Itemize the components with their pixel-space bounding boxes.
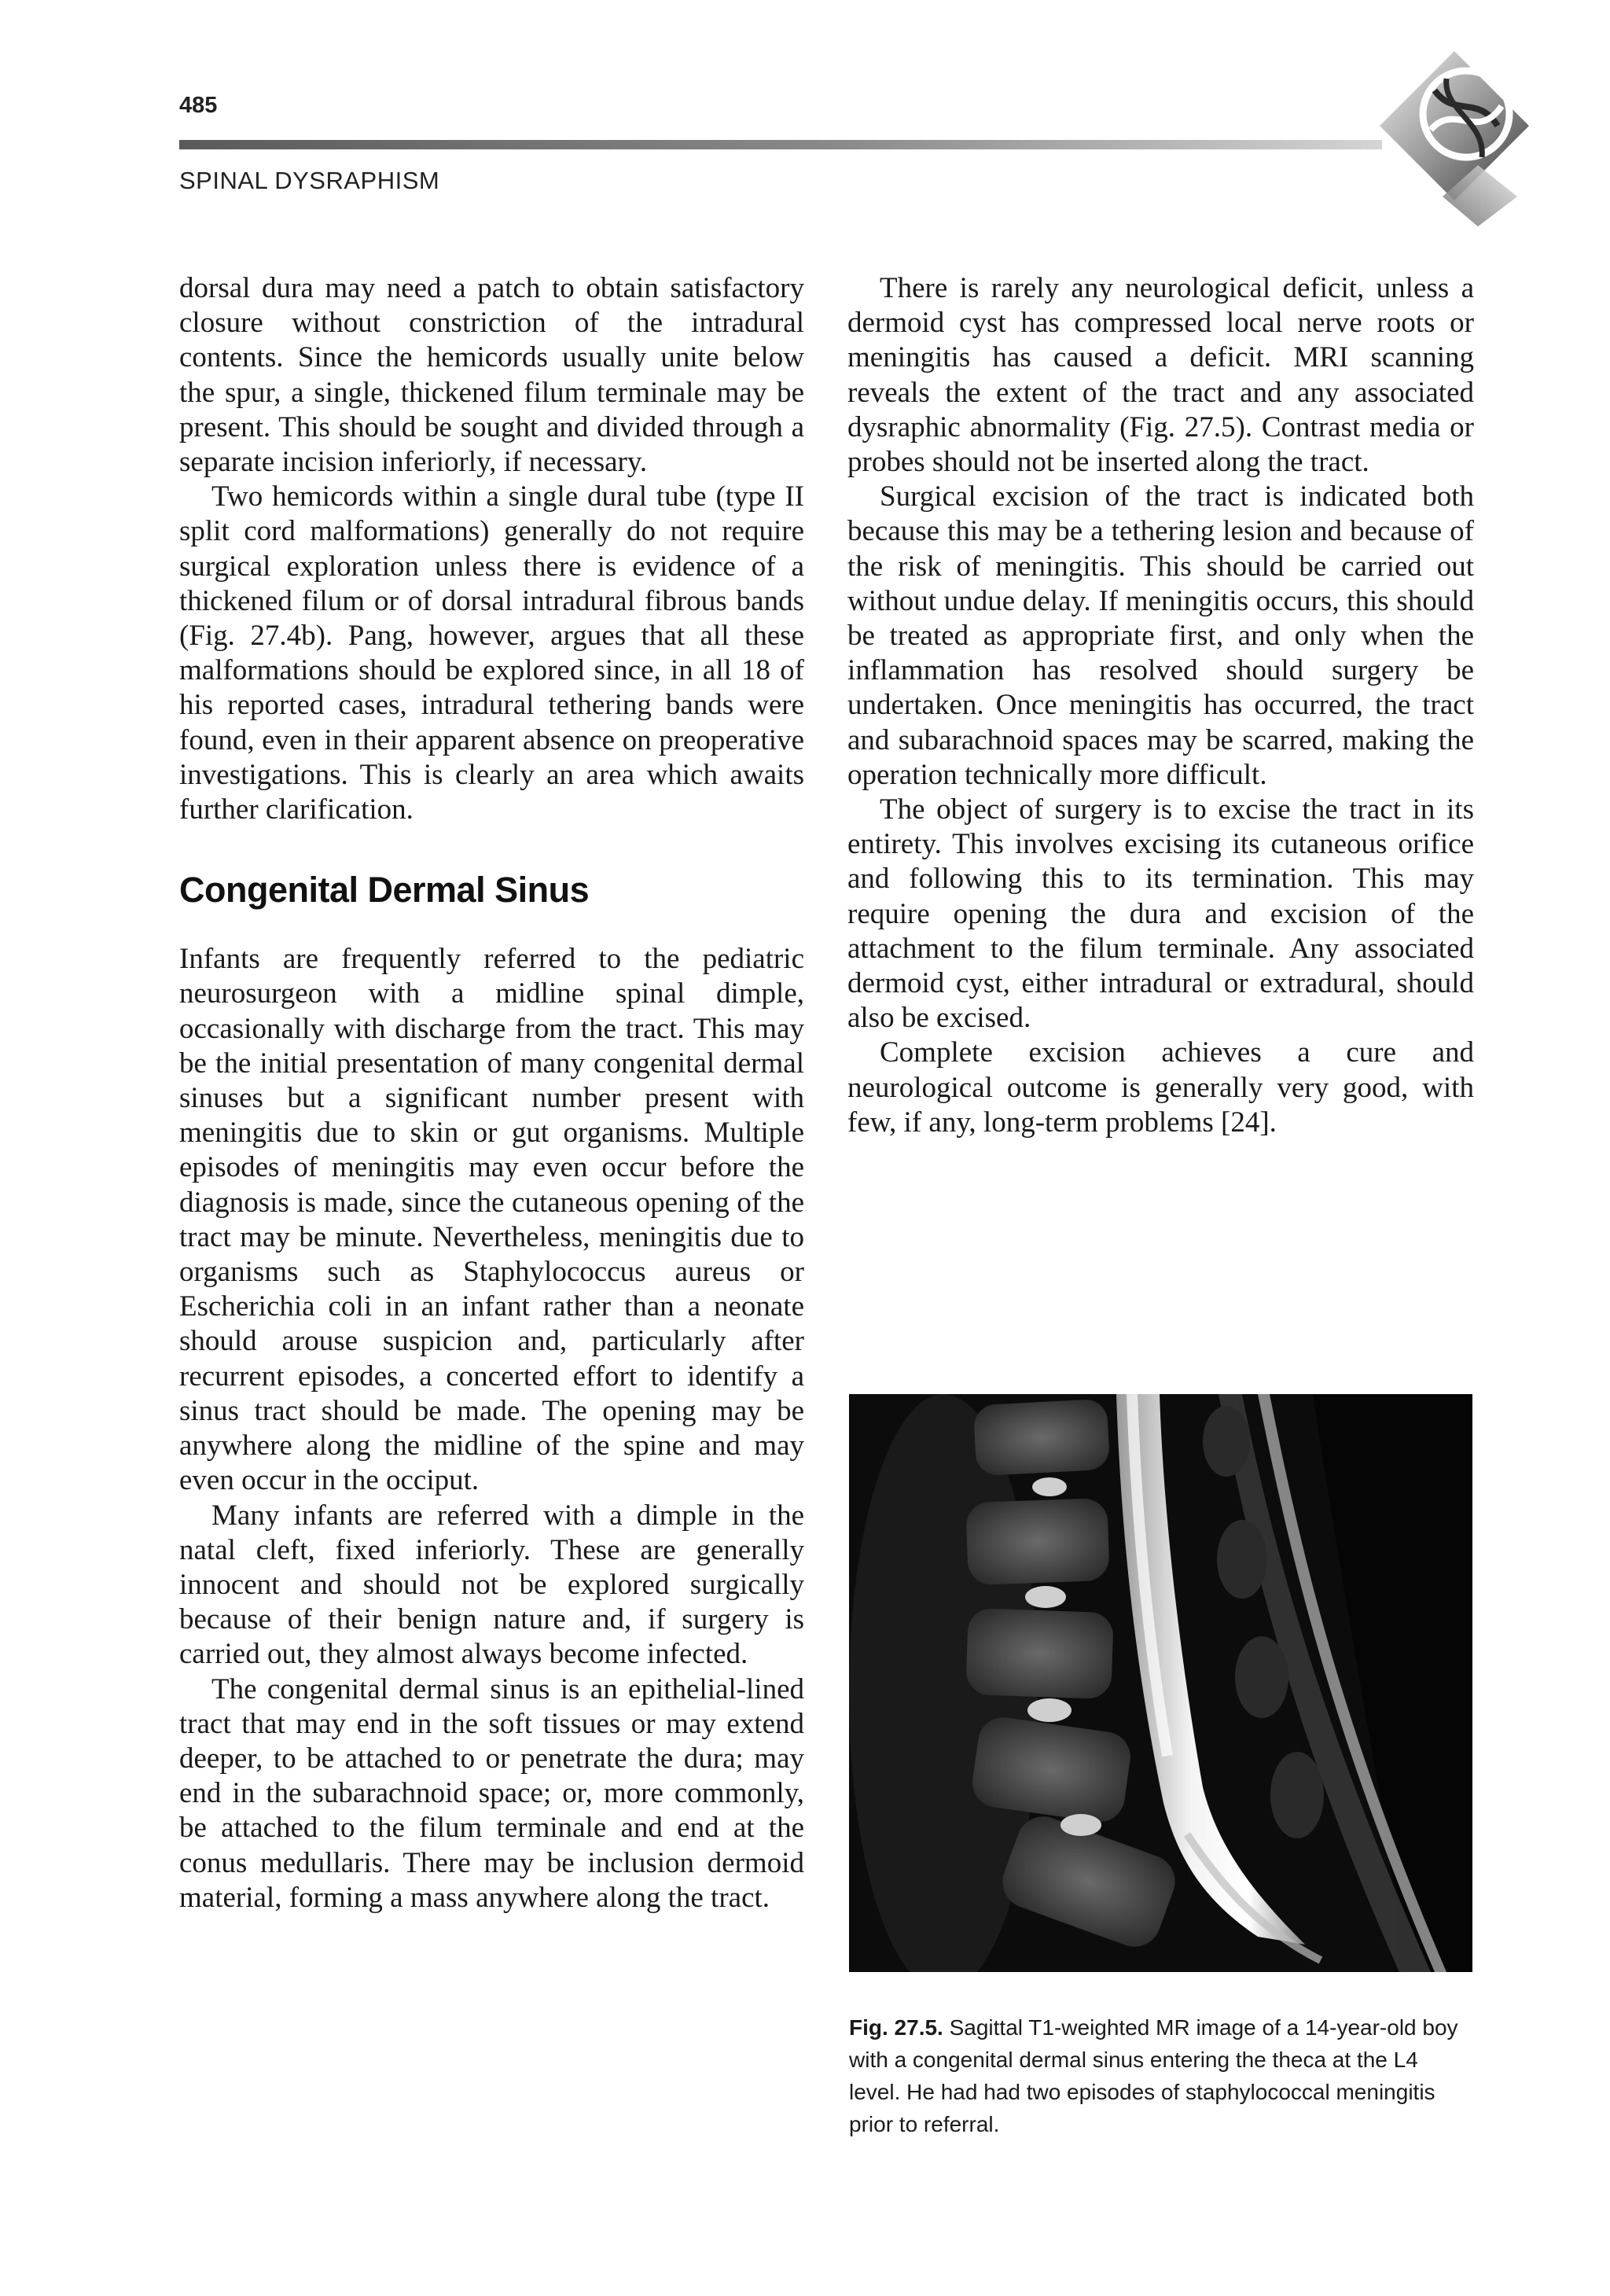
paragraph: Surgical excision of the tract is indicated both because this may be a tethering lesion and because of the risk of meningitis. This should be carried out without undue delay. If meningitis occurs, this should be treated as appropriate first, and only when the inflammation has resolved should surgery be undertaken. Once meningitis has occurred, the tract and subarachnoid spaces may be scarred, making the operation technically more difficult. (847, 480, 1474, 791)
running-head: SPINAL DYSRAPHISM (179, 167, 440, 194)
figure-label: Fig. 27.5. (849, 2015, 943, 2040)
figure-caption-text: Sagittal T1-weighted MR image of a 14-year-old boy with a congenital dermal sinus entering the theca at the L4 level. He had had two episodes of staphylococcal meningitis prior to referral. (849, 2015, 1458, 2136)
header-rule (179, 140, 1382, 149)
paragraph: The congenital dermal sinus is an epithelial-lined tract that may end in the soft tissues or may extend deeper, to be attached to or penetrate the dura; may end in the subarachnoid space; or, more commonly, be attached to the filum terminale and end at the conus medullaris. There may be inclusion dermoid material, forming a mass anywhere along the tract. (179, 1672, 804, 1914)
paragraph: dorsal dura may need a patch to obtain satisfactory closure without constriction of the intradural contents. Since the hemicords usually unite below the spur, a single, thickened filum terminale may be present. This should be sought and divided through a separate incision inferiorly, if necessary. (179, 272, 804, 479)
paragraph: The object of surgery is to excise the tract in its entirety. This involves excising its cutaneous orifice and following this to its termination. This may require opening the dura and excision of the attachment to the filum terminale. Any associated dermoid cyst, either intradural or extradural, should also be excised. (847, 793, 1474, 1035)
paragraph: Many infants are referred with a dimple in the natal cleft, fixed inferiorly. These are generally innocent and should not be explored surgically because of their benign nature and, if surgery is carried out, they almost always become infected. (179, 1499, 804, 1671)
right-column (847, 271, 1474, 1140)
paragraph: Infants are frequently referred to the pediatric neurosurgeon with a midline spinal dimple, occasionally with discharge from the tract. This may be the initial presentation of many congenital dermal sinuses but a significant number present with meningitis due to skin or gut organisms. Multiple episodes of meningitis may even occur before the diagnosis is made, since the cutaneous opening of the tract may be minute. Nevertheless, meningitis due to organisms such as Staphylococcus aureus or Escherichia coli in an infant rather than a neonate should arouse suspicion and, particularly after recurrent episodes, a concerted effort to identify a sinus tract should be made. The opening may be anywhere along the midline of the spine and may even occur in the occiput. (179, 943, 804, 1497)
paragraph: Complete excision achieves a cure and neurological outcome is generally very good, with few, if any, long-term problems [24]. (847, 1036, 1474, 1139)
section-heading: Congenital Dermal Sinus (179, 870, 590, 911)
paragraph: There is rarely any neurological deficit, unless a dermoid cyst has compressed local nerve roots or meningitis has caused a deficit. MRI scanning reveals the extent of the tract and any associated dysraphic abnormality (Fig. 27.5). Contrast media or probes should not be inserted along the tract. (847, 272, 1474, 479)
paragraph: Two hemicords within a single dural tube (type II split cord malformations) generally do not require surgical exploration unless there is evidence of a thickened filum or of dorsal intradural fibrous bands (Fig. 27.4b). Pang, however, argues that all these malformations should be explored since, in all 18 of his reported cases, intradural tethering bands were found, even in their apparent absence on preoperative investigations. This is clearly an area which awaits further clarification. (179, 480, 804, 826)
publisher-logo-icon (1368, 47, 1541, 228)
mri-figure-image (849, 1394, 1472, 1972)
figure-caption (849, 2011, 1474, 2140)
page-number: 485 (179, 93, 218, 118)
left-column (179, 271, 804, 1915)
